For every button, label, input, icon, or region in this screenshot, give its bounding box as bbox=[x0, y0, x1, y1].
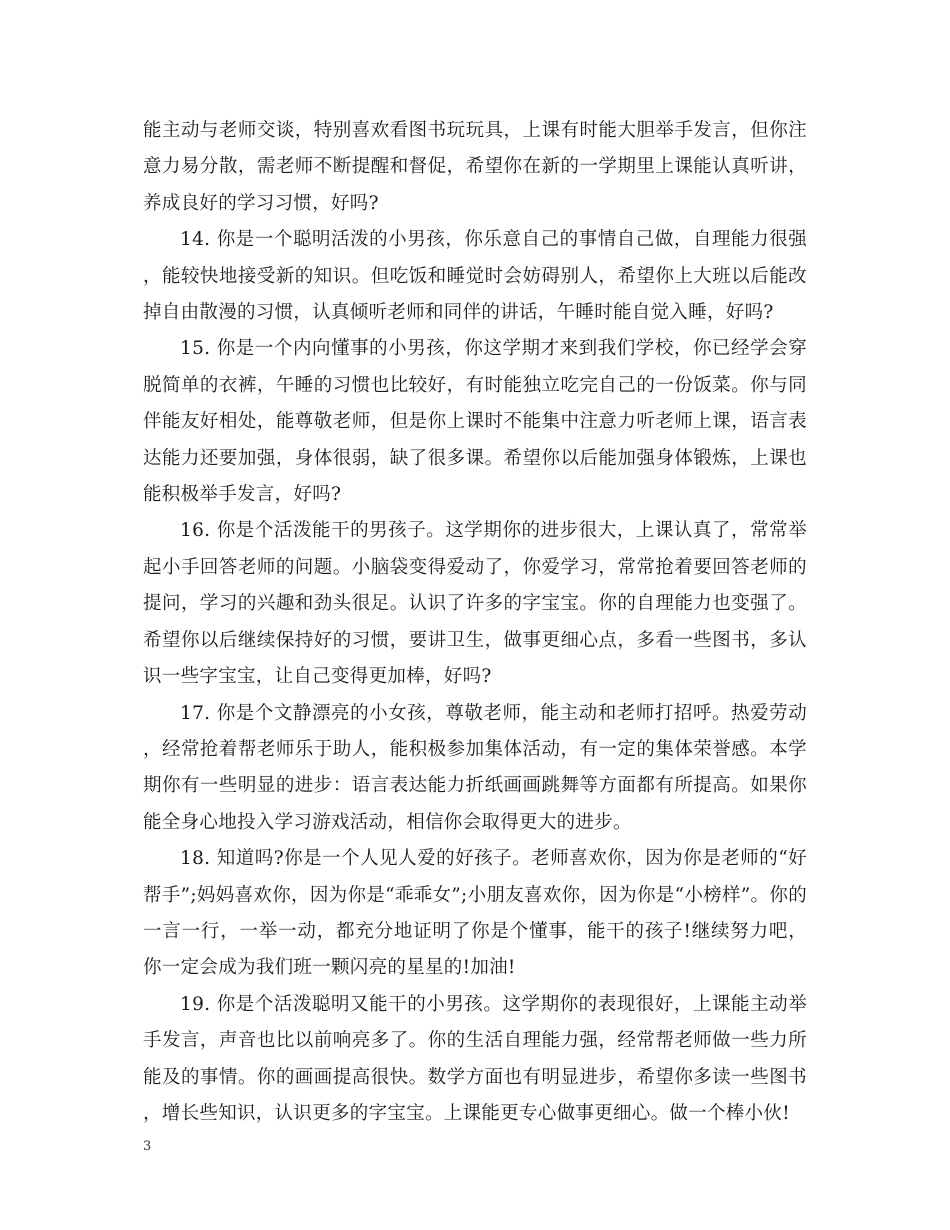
paragraph-comment-19: 19. 你是个活泼聪明又能干的小男孩。这学期你的表现很好，上课能主动举手发言，声音也比以前响亮多了。你的生活自理能力强，经常帮老师做一些力所能及的事情。你的画画提高很快。数学方面也有明显进步，希望你多读一些图书，增长些知识，认识更多的字宝宝。上课能更专心做事更细心。做一个棒小伙! bbox=[143, 993, 807, 1124]
page-number: 3 bbox=[143, 1139, 152, 1154]
document-body bbox=[143, 113, 807, 1132]
paragraph-comment-18: 18. 知道吗?你是一个人见人爱的好孩子。老师喜欢你，因为你是老师的“好帮手”;妈妈喜欢你，因为你是“乖乖女”;小朋友喜欢你，因为你是“小榜样”。你的一言一行，一举一动，都充分地证明了你是个懂事，能干的孩子!继续努力吧，你一定会成为我们班一颗闪亮的星星的!加油! bbox=[143, 848, 807, 979]
paragraph-comment-17: 17. 你是个文静漂亮的小女孩，尊敬老师，能主动和老师打招呼。热爱劳动，经常抢着帮老师乐于助人，能积极参加集体活动，有一定的集体荣誉感。本学期你有一些明显的进步：语言表达能力折纸画画跳舞等方面都有所提高。如果你能全身心地投入学习游戏活动，相信你会取得更大的进步。 bbox=[143, 702, 807, 833]
paragraph-comment-16: 16. 你是个活泼能干的男孩子。这学期你的进步很大，上课认真了，常常举起小手回答老师的问题。小脑袋变得爱动了，你爱学习，常常抢着要回答老师的提问，学习的兴趣和劲头很足。认识了许多的字宝宝。你的自理能力也变强了。希望你以后继续保持好的习惯，要讲卫生，做事更细心点，多看一些图书，多认识一些字宝宝，让自己变得更加棒，好吗? bbox=[143, 520, 807, 688]
paragraph-continued: 能主动与老师交谈，特别喜欢看图书玩玩具，上课有时能大胆举手发言，但你注意力易分散，需老师不断提醒和督促，希望你在新的一学期里上课能认真听讲，养成良好的学习习惯，好吗? bbox=[143, 120, 807, 214]
paragraph-comment-15: 15. 你是一个内向懂事的小男孩，你这学期才来到我们学校，你已经学会穿脱简单的衣裤，午睡的习惯也比较好，有时能独立吃完自己的一份饭菜。你与同伴能友好相处，能尊敬老师，但是你上课时不能集中注意力听老师上课，语言表达能力还要加强，身体很弱，缺了很多课。希望你以后能加强身体锻炼，上课也能积极举手发言，好吗? bbox=[143, 338, 807, 506]
paragraph-comment-14: 14. 你是一个聪明活泼的小男孩，你乐意自己的事情自己做，自理能力很强，能较快地接受新的知识。但吃饭和睡觉时会妨碍别人，希望你上大班以后能改掉自由散漫的习惯，认真倾听老师和同伴的讲话，午睡时能自觉入睡，好吗? bbox=[143, 229, 807, 324]
